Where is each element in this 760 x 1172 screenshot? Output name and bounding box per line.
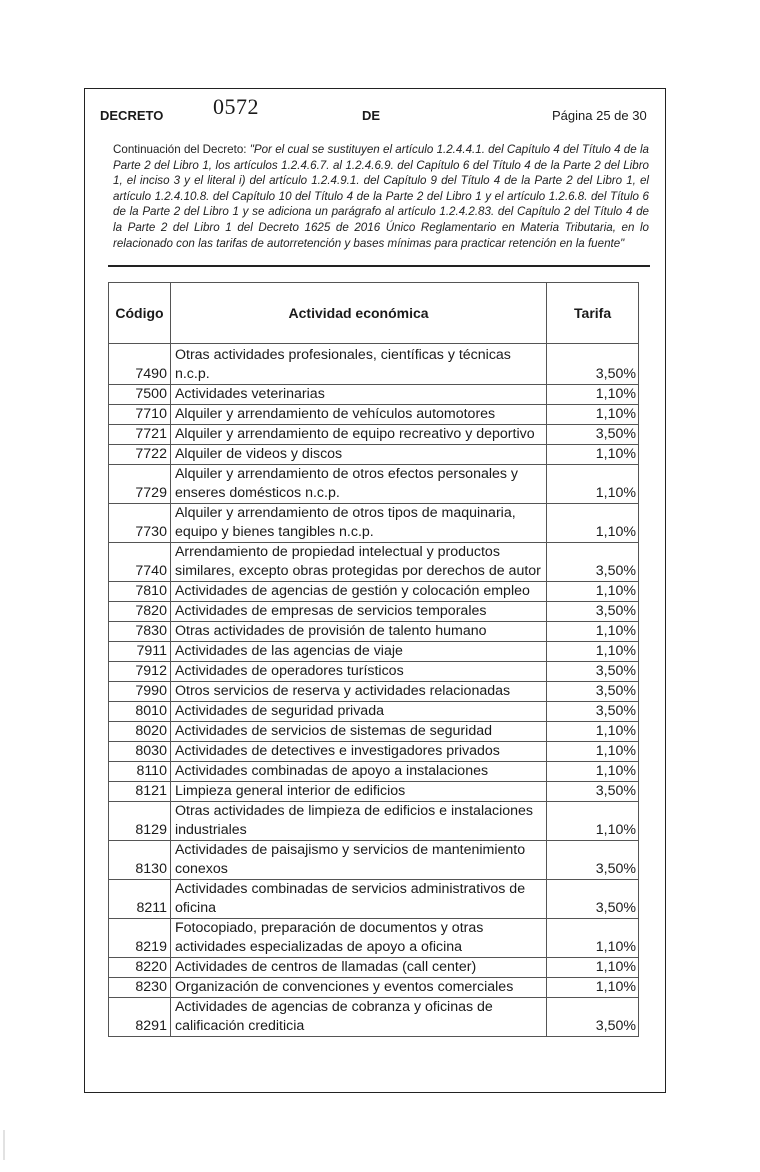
table-cell-activity: Otras actividades profesionales, científicas y técnicas n.c.p. [170,344,546,385]
table-cell-rate: 3,50% [547,782,639,802]
table-row [109,445,639,465]
table-row [109,425,639,445]
table-cell-code: 8010 [109,702,171,722]
table-cell-rate: 3,50% [547,662,639,682]
table-cell-activity: Arrendamiento de propiedad intelectual y productos similares, excepto obras protegidas por derechos de autor [170,543,546,582]
table-cell-code: 7730 [109,504,171,543]
table-row [109,642,639,662]
table-cell-activity: Otras actividades de limpieza de edificios e instalaciones industriales [170,802,546,841]
table-cell-activity: Otros servicios de reserva y actividades relacionadas [170,682,546,702]
table-row [109,998,639,1037]
table-cell-code: 8211 [109,880,171,919]
table-cell-activity: Actividades de detectives e investigadores privados [170,742,546,762]
table-cell-activity: Actividades de servicios de sistemas de seguridad [170,722,546,742]
scan-artifact [3,1130,5,1160]
table-cell-code: 7911 [109,642,171,662]
table-row [109,622,639,642]
table-cell-rate: 1,10% [547,504,639,543]
column-header-rate: Tarifa [547,283,639,344]
decreto-number: 0572 [213,94,259,119]
table-cell-activity: Actividades de paisajismo y servicios de mantenimiento conexos [170,841,546,880]
table-cell-rate: 3,50% [547,998,639,1037]
table-cell-rate: 1,10% [547,642,639,662]
table-cell-rate: 1,10% [547,622,639,642]
table-cell-activity: Actividades de empresas de servicios temporales [170,602,546,622]
table-row [109,582,639,602]
table-row [109,841,639,880]
table-row [109,762,639,782]
table-row [109,919,639,958]
table-cell-code: 7820 [109,602,171,622]
table-cell-rate: 1,10% [547,762,639,782]
table-cell-code: 7740 [109,543,171,582]
table-cell-rate: 1,10% [547,919,639,958]
table-row [109,722,639,742]
table-cell-code: 8030 [109,742,171,762]
table-cell-activity: Alquiler y arrendamiento de vehículos automotores [170,405,546,425]
table-row [109,405,639,425]
table-row [109,602,639,622]
table-cell-activity: Actividades de operadores turísticos [170,662,546,682]
de-label: DE [362,108,381,123]
table-cell-activity: Actividades de las agencias de viaje [170,642,546,662]
table-cell-rate: 3,50% [547,682,639,702]
table-cell-activity: Limpieza general interior de edificios [170,782,546,802]
table-cell-code: 8110 [109,762,171,782]
divider [108,265,650,267]
table-cell-code: 8130 [109,841,171,880]
table-cell-rate: 1,10% [547,802,639,841]
table-cell-rate: 1,10% [547,978,639,998]
column-header-code: Código [109,283,171,344]
table-cell-rate: 1,10% [547,405,639,425]
table-cell-code: 7710 [109,405,171,425]
column-header-activity: Actividad económica [170,283,546,344]
decree-title-quote: "Por el cual se sustituyen el artículo 1.2.4.4.1. del Capítulo 4 del Título 4 de la Parte 2 del Libro 1, los artículos 1.2.4.6.7. al 1.2.4.6.9. del Capítulo 6 del Título 4 de la Parte 2 del Libro 1, el inciso 3 y el literal i) del artículo 1.2.4.9.1. del Capítulo 9 del Título 4 de la Parte 2 del Libro 1, el artículo 1.2.4.10.8. del Capítulo 10 del Título 4 de la Parte 2 del Libro 1 y el artículo 1.2.6.8. del Título 6 de la Parte 2 del Libro 1 y se adiciona un parágrafo al artículo 1.2.4.2.83. del Capítulo 2 del Título 4 de la Parte 2 del Libro 1 del Decreto 1625 de 2016 Único Reglamentario en Materia Tributaria, en lo relacionado con las tarifas de autorretención y bases mínimas para practicar retención en la fuente" [113,143,649,250]
table-cell-code: 8230 [109,978,171,998]
tariff-table [108,282,639,1037]
table-cell-activity: Alquiler y arrendamiento de otros efectos personales y enseres domésticos n.c.p. [170,465,546,504]
table-cell-activity: Actividades de seguridad privada [170,702,546,722]
table-cell-rate: 3,50% [547,425,639,445]
table-row [109,880,639,919]
table-row [109,543,639,582]
table-row [109,344,639,385]
table-cell-rate: 1,10% [547,958,639,978]
table-cell-rate: 1,10% [547,465,639,504]
table-cell-rate: 3,50% [547,841,639,880]
table-cell-activity: Alquiler y arrendamiento de equipo recreativo y deportivo [170,425,546,445]
table-row [109,702,639,722]
table-cell-activity: Actividades de agencias de cobranza y oficinas de calificación crediticia [170,998,546,1037]
table-row [109,742,639,762]
table-row [109,385,639,405]
table-cell-code: 7721 [109,425,171,445]
decreto-label: DECRETO [100,108,164,123]
table-cell-code: 7490 [109,344,171,385]
table-cell-rate: 3,50% [547,602,639,622]
table-cell-activity: Actividades combinadas de servicios administrativos de oficina [170,880,546,919]
table-cell-code: 7810 [109,582,171,602]
table-cell-code: 7912 [109,662,171,682]
table-cell-code: 8129 [109,802,171,841]
table-row [109,978,639,998]
table-cell-rate: 1,10% [547,445,639,465]
table-cell-code: 8291 [109,998,171,1037]
continuation-prefix: Continuación del Decreto: [113,143,250,156]
table-row [109,504,639,543]
table-cell-activity: Alquiler y arrendamiento de otros tipos de maquinaria, equipo y bienes tangibles n.c.p. [170,504,546,543]
table-header-row [109,283,639,344]
table-cell-rate: 1,10% [547,742,639,762]
table-cell-code: 7990 [109,682,171,702]
table-cell-code: 8121 [109,782,171,802]
table-row [109,682,639,702]
table-cell-activity: Organización de convenciones y eventos comerciales [170,978,546,998]
table-cell-rate: 3,50% [547,344,639,385]
table-cell-code: 7729 [109,465,171,504]
table-cell-activity: Otras actividades de provisión de talento humano [170,622,546,642]
table-cell-activity: Actividades de agencias de gestión y colocación empleo [170,582,546,602]
table-cell-code: 7830 [109,622,171,642]
table-cell-rate: 1,10% [547,722,639,742]
page-indicator: Página 25 de 30 [552,108,647,123]
table-row [109,465,639,504]
table-cell-activity: Alquiler de videos y discos [170,445,546,465]
table-cell-rate: 3,50% [547,880,639,919]
table-row [109,802,639,841]
table-cell-code: 8219 [109,919,171,958]
table-cell-activity: Fotocopiado, preparación de documentos y otras actividades especializadas de apoyo a oficina [170,919,546,958]
table-cell-rate: 3,50% [547,543,639,582]
table-cell-code: 8220 [109,958,171,978]
table-cell-activity: Actividades combinadas de apoyo a instalaciones [170,762,546,782]
table-cell-rate: 1,10% [547,582,639,602]
table-cell-code: 7500 [109,385,171,405]
table-cell-rate: 3,50% [547,702,639,722]
table-row [109,662,639,682]
table-cell-code: 7722 [109,445,171,465]
table-cell-code: 8020 [109,722,171,742]
table-row [109,958,639,978]
table-row [109,782,639,802]
table-cell-activity: Actividades de centros de llamadas (call center) [170,958,546,978]
decree-continuation-text [113,142,649,251]
table-cell-rate: 1,10% [547,385,639,405]
table-cell-activity: Actividades veterinarias [170,385,546,405]
